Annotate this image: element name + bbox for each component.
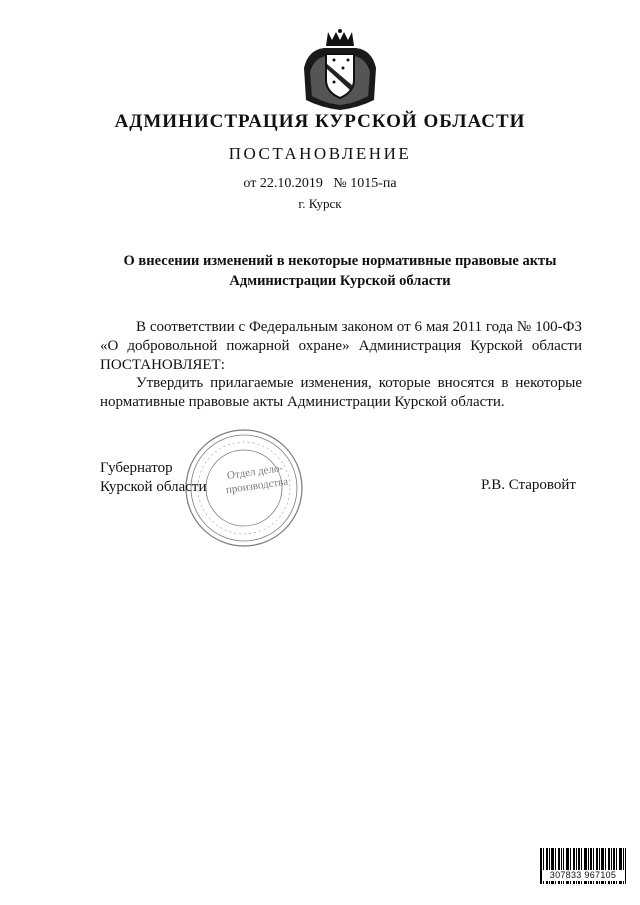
subject-line-1: О внесении изменений в некоторые нормативные правовые акты bbox=[123, 253, 557, 269]
document-date-number: от 22.10.2019 № 1015-па bbox=[243, 176, 397, 191]
document-subject bbox=[100, 251, 580, 291]
signatory-name: Р.В. Старовойт bbox=[481, 477, 576, 493]
stamp-text: Отдел дело- производства bbox=[225, 462, 289, 497]
document-city: г. Курск bbox=[298, 196, 342, 211]
organization-title: АДМИНИСТРАЦИЯ КУРСКОЙ ОБЛАСТИ bbox=[114, 111, 526, 132]
signatory-title bbox=[100, 459, 206, 497]
subject-line-2: Администрации Курской области bbox=[229, 273, 451, 289]
coat-of-arms-icon bbox=[298, 28, 382, 112]
body-paragraph-1: В соответствии с Федеральным законом от 6 мая 2011 года № 100-ФЗ «О добровольной пожарной охране» Администрация Курской области ПОСТАНОВЛЯЕТ: bbox=[100, 319, 582, 373]
document-type: ПОСТАНОВЛЕНИЕ bbox=[228, 144, 412, 163]
signatory-title-line-2: Курской области bbox=[100, 479, 207, 495]
body-paragraph-2: Утвердить прилагаемые изменения, которые вносятся в некоторые нормативные правовые акты Администрации Курской области. bbox=[100, 375, 582, 410]
signatory-title-line-1: Губернатор bbox=[100, 460, 173, 476]
barcode-digits: 307833 967105 bbox=[542, 870, 624, 881]
